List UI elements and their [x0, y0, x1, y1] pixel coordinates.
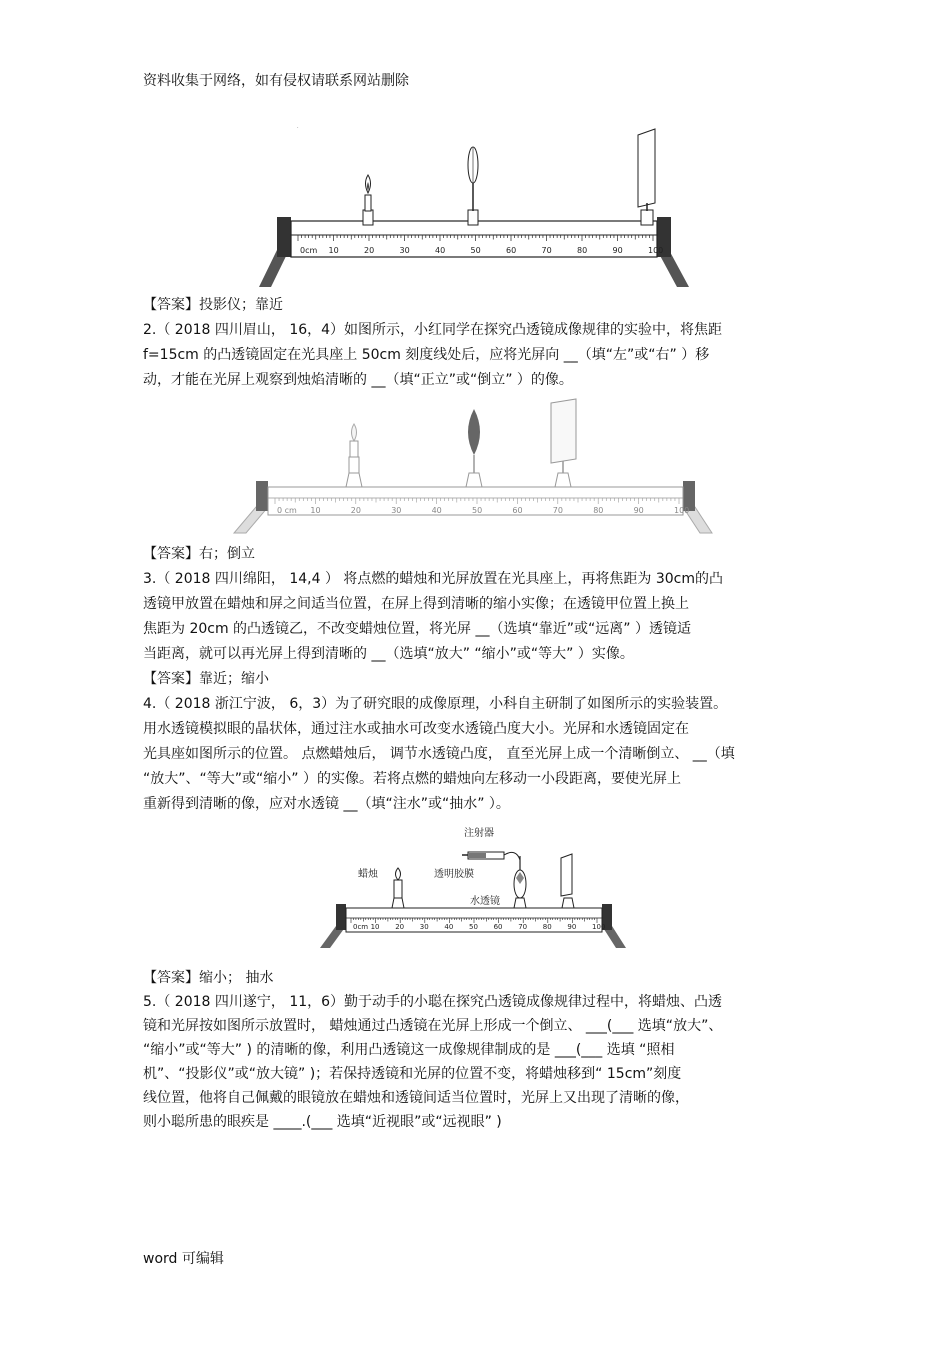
ruler-label: 40 [435, 246, 446, 255]
ruler-label: 60 [512, 506, 523, 515]
ruler-label: 0cm [300, 246, 318, 255]
ruler-label: 30 [391, 506, 402, 515]
ruler-label: 20 [395, 923, 405, 931]
ruler-label: 0cm [353, 923, 369, 931]
ruler-label: 90 [612, 246, 623, 255]
ruler-label: 20 [350, 506, 361, 515]
question-4-line-1: 4.（ 2018 浙江宁波， 6，3）为了研究眼的成像原理，小科自主研制了如图所示的实验装置。 [143, 696, 728, 712]
ruler-label: 50 [469, 923, 478, 931]
question-5-line-6: 则小聪所患的眼疾是 ____.(___ 选填“近视眼”或“远视眼” ) [143, 1114, 502, 1130]
svg-text:.: . [297, 125, 299, 130]
ruler-label: 0 cm [277, 506, 297, 515]
ruler-label: 50 [470, 246, 481, 255]
water-lens-label: 水透镜 [470, 896, 500, 907]
ruler-label: 30 [399, 246, 410, 255]
ruler-label: 40 [444, 923, 454, 931]
question-5-line-4: 机”、“投影仪”或“放大镜” )；若保持透镜和光屏的位置不变，将蜡烛移到“ 15cm”刻度 [143, 1066, 682, 1082]
page-footer: word 可编辑 [143, 1251, 224, 1267]
question-2-line-3: 动，才能在光屏上观察到烛焰清晰的 __（填“正立”或“倒立” ）的像。 [143, 372, 573, 388]
ruler-label: 80 [593, 506, 604, 515]
candle-label: 蜡烛 [358, 869, 378, 880]
ruler-label: 10 [370, 923, 380, 931]
optical-bench-figure-2 [228, 397, 718, 537]
ruler-label: 20 [364, 246, 375, 255]
ruler-label: 90 [567, 923, 577, 931]
ruler-label: 60 [493, 923, 503, 931]
syringe-label: 注射器 [464, 828, 494, 839]
ruler-label: 10 [328, 246, 339, 255]
answer-4: 【答案】缩小； 抽水 [143, 970, 274, 986]
ruler-label: 100 [592, 923, 606, 931]
ruler-label: 70 [541, 246, 552, 255]
question-3-line-2: 透镜甲放置在蜡烛和屏之间适当位置，在屏上得到清晰的缩小实像；在透镜甲位置上换上 [143, 596, 689, 612]
page-header: 资料收集于网络，如有侵权请联系网站删除 [143, 73, 409, 89]
question-5-line-3: “缩小”或“等大” ) 的清晰的像，利用凸透镜这一成像规律制成的是 ___(___ 选填 “照相 [143, 1042, 675, 1058]
ruler-label: 80 [577, 246, 588, 255]
membrane-label: 透明胶膜 [434, 869, 474, 880]
water-lens-apparatus-figure [318, 822, 630, 954]
question-4-line-2: 用水透镜模拟眼的晶状体，通过注水或抽水可改变水透镜凸度大小。光屏和水透镜固定在 [143, 721, 689, 737]
ruler-label: 50 [472, 506, 483, 515]
question-4-line-5: 重新得到清晰的像，应对水透镜 __（填“注水”或“抽水” ）。 [143, 796, 510, 812]
ruler-label: 30 [419, 923, 429, 931]
ruler-label: 100 [648, 246, 664, 255]
ruler-label: 80 [542, 923, 552, 931]
answer-2: 【答案】右；倒立 [143, 546, 255, 562]
answer-3: 【答案】靠近；缩小 [143, 671, 269, 687]
ruler-label: 60 [506, 246, 517, 255]
question-5-line-1: 5.（ 2018 四川遂宁， 11，6）勤于动手的小聪在探究凸透镜成像规律过程中，将蜡烛、凸透 [143, 994, 723, 1010]
question-4-line-3: 光具座如图所示的位置。 点燃蜡烛后， 调节水透镜凸度， 直至光屏上成一个清晰倒立、 __（填 [143, 746, 735, 762]
question-2-line-2: f=15cm 的凸透镜固定在光具座上 50cm 刻度线处后，应将光屏向 __（填“左”或“右” ）移 [143, 347, 710, 363]
ruler-label: 70 [518, 923, 528, 931]
question-5-line-2: 镜和光屏按如图所示放置时， 蜡烛通过凸透镜在光屏上形成一个倒立、 ___(___ 选填“放大”、 [143, 1018, 723, 1034]
question-3-line-4: 当距离，就可以再光屏上得到清晰的 __（选填“放大” “缩小”或“等大” ）实像。 [143, 646, 634, 662]
question-5-line-5: 线位置，他将自己佩戴的眼镜放在蜡烛和透镜间适当位置时，光屏上又出现了清晰的像， [143, 1090, 689, 1106]
question-2-line-1: 2.（ 2018 四川眉山， 16，4）如图所示，小红同学在探究凸透镜成像规律的实验中，将焦距 [143, 322, 723, 338]
ruler-label: 70 [552, 506, 563, 515]
answer-1: 【答案】投影仪；靠近 [143, 297, 283, 313]
question-4-line-4: “放大”、“等大”或“缩小” ）的实像。若将点燃的蜡烛向左移动一小段距离，要使光屏上 [143, 771, 681, 787]
question-3-line-1: 3.（ 2018 四川绵阳， 14,4 ） 将点燃的蜡烛和光屏放置在光具座上，再将焦距为 30cm的凸 [143, 571, 724, 587]
ruler-label: 90 [633, 506, 644, 515]
ruler-label: 10 [310, 506, 321, 515]
ruler-label: 100 [674, 506, 690, 515]
ruler-label: 40 [431, 506, 442, 515]
optical-bench-figure-1 [255, 125, 695, 290]
question-3-line-3: 焦距为 20cm 的凸透镜乙，不改变蜡烛位置，将光屏 __（选填“靠近”或“远离” ）透镜适 [143, 621, 691, 637]
